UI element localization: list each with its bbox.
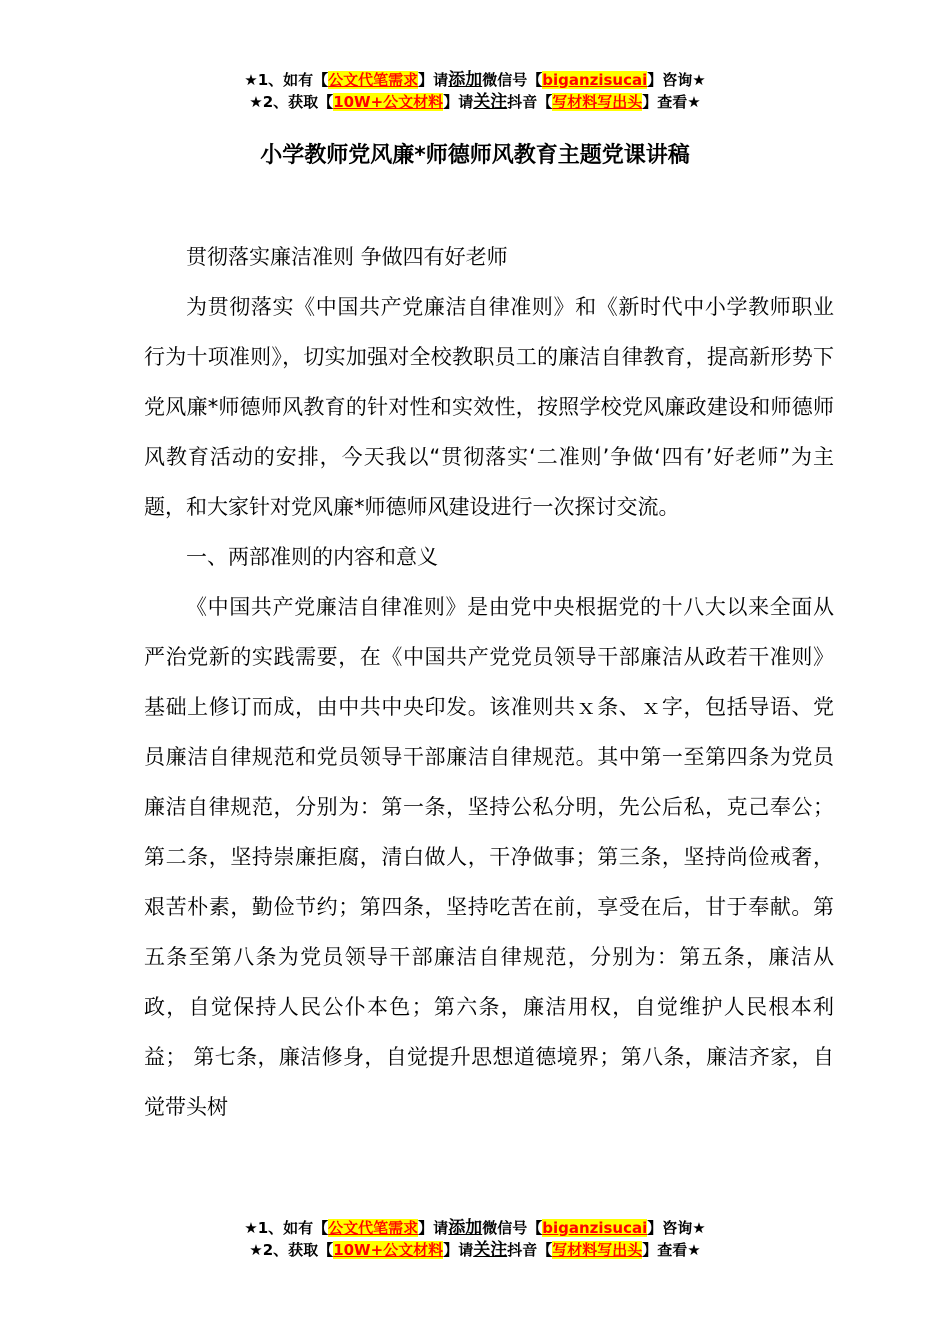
banner-douyin-id: 写材料写出头 (552, 1241, 643, 1259)
section-heading: 一、两部准则的内容和意义 (186, 545, 438, 569)
banner-wechat-id: biganzisucai (542, 71, 648, 89)
banner-highlight: 10W+公文材料 (333, 93, 444, 111)
banner-text: 抖音【 (507, 1241, 553, 1259)
document-title: 小学教师党风廉*师德师风教育主题党课讲稿 (260, 143, 690, 168)
banner-line-1 (0, 69, 950, 91)
subtitle-paragraph: 贯彻落实廉洁准则 争做四有好老师 (186, 245, 508, 269)
banner-text: 】请 (418, 71, 449, 89)
document-body (144, 232, 834, 1132)
banner-line-2 (0, 1239, 950, 1261)
banner-text: 】请 (418, 1219, 449, 1237)
banner-underline: 添加 (448, 1218, 483, 1238)
banner-wechat-id: biganzisucai (542, 1219, 648, 1237)
banner-text: ★2、获取【 (249, 93, 334, 111)
body-paragraph: 《中国共产党廉洁自律准则》是由党中央根据党的十八大以来全面从严治党新的实践需要，在《中国共产党党员领导干部廉洁从政若干准则》基础上修订而成，由中共中央印发。该准则共ｘ条、ｘ字，包括导语、党员廉洁自律规范和党员领导干部廉洁自律规范。其中第一至第四条为党员廉洁自律规范，分别为：第一条，坚持公私分明，先公后私，克己奉公；第二条，坚持崇廉拒腐，清白做人，干净做事；第三条，坚持尚俭戒奢，艰苦朴素，勤俭节约；第四条，坚持吃苦在前，享受在后，甘于奉献。第五条至第八条为党员领导干部廉洁自律规范，分别为：第五条，廉洁从政，自觉保持人民公仆本色；第六条，廉洁用权，自觉维护人民根本利益； 第七条，廉洁修身，自觉提升思想道德境界；第八条，廉洁齐家，自觉带头树 (144, 595, 834, 1119)
banner-underline: 关注 (473, 1240, 508, 1260)
banner-text: ★2、获取【 (249, 1241, 334, 1259)
banner-underline: 添加 (448, 70, 483, 90)
footer-banner (0, 1217, 950, 1261)
intro-paragraph: 为贯彻落实《中国共产党廉洁自律准则》和《新时代中小学教师职业行为十项准则》，切实加强对全校教职员工的廉洁自律教育，提高新形势下党风廉*师德师风教育的针对性和实效性，按照学校党风廉政建设和师德师风教育活动的安排，今天我以“贯彻落实‘二准则’争做‘四有’好老师”为主题，和大家针对党风廉*师德师风建设进行一次探讨交流。 (144, 295, 834, 519)
banner-highlight: 10W+公文材料 (333, 1241, 444, 1259)
banner-text: 】咨询★ (647, 1219, 706, 1237)
banner-highlight: 公文代笔需求 (328, 71, 419, 89)
banner-text: 】请 (443, 1241, 474, 1259)
banner-line-2 (0, 91, 950, 113)
banner-text: 抖音【 (507, 93, 553, 111)
banner-text: ★1、如有【 (244, 1219, 329, 1237)
banner-text: 微信号【 (482, 1219, 543, 1237)
header-banner (0, 69, 950, 113)
banner-text: ★1、如有【 (244, 71, 329, 89)
banner-text: 】查看★ (642, 1241, 701, 1259)
banner-douyin-id: 写材料写出头 (552, 93, 643, 111)
banner-highlight: 公文代笔需求 (328, 1219, 419, 1237)
banner-underline: 关注 (473, 92, 508, 112)
banner-text: 】咨询★ (647, 71, 706, 89)
banner-text: 】查看★ (642, 93, 701, 111)
banner-text: 】请 (443, 93, 474, 111)
banner-text: 微信号【 (482, 71, 543, 89)
banner-line-1 (0, 1217, 950, 1239)
